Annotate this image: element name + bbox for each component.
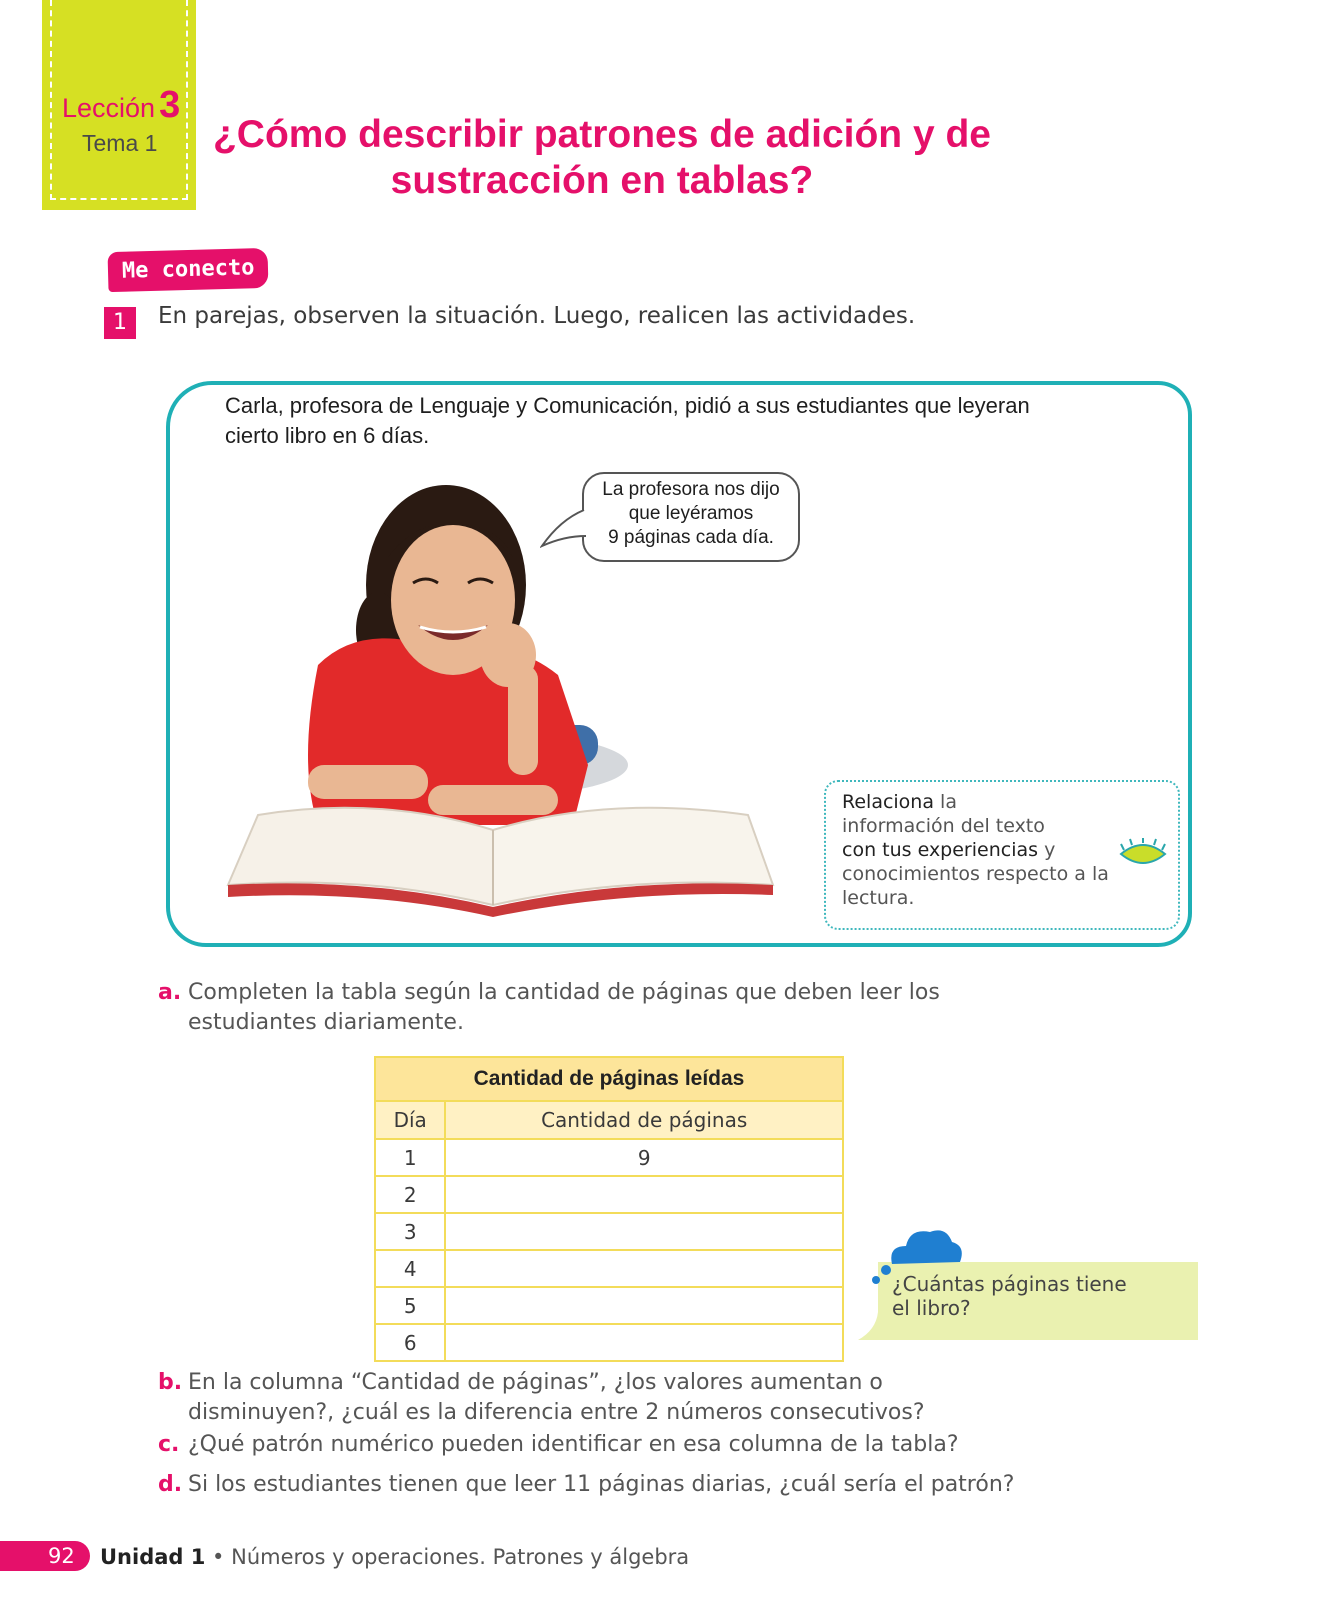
table-row: [375, 1250, 843, 1287]
table-cell-pages[interactable]: [445, 1324, 843, 1361]
tip-line4: conocimientos respecto a la: [842, 863, 1109, 885]
footer-unit: Unidad 1: [100, 1545, 206, 1569]
table-cell-pages[interactable]: [445, 1176, 843, 1213]
table-title: Cantidad de páginas leídas: [375, 1057, 843, 1101]
topic-label: Tema 1: [82, 130, 158, 156]
tip-line3-strong: con tus experiencias: [842, 839, 1039, 861]
table-row: [375, 1287, 843, 1324]
question-a-line2: estudiantes diariamente.: [188, 1010, 464, 1035]
table-cell-day: 4: [375, 1250, 445, 1287]
table-cell-day: 1: [375, 1139, 445, 1176]
table-cell-pages[interactable]: [445, 1250, 843, 1287]
thought-line2: el libro?: [892, 1296, 971, 1320]
thought-note-text: [892, 1272, 1172, 1320]
pages-table: [374, 1056, 844, 1362]
page-title-line2: sustracción en tablas?: [390, 159, 814, 202]
story-line2: cierto libro en 6 días.: [225, 423, 430, 448]
tip-line1-strong: Relaciona: [842, 791, 934, 813]
footer-separator: •: [205, 1545, 232, 1569]
table-cell-pages[interactable]: 9: [445, 1139, 843, 1176]
table-row: [375, 1324, 843, 1361]
question-c: [158, 1430, 1058, 1460]
section-tag: Me conecto: [108, 248, 269, 292]
question-d-letter: d.: [158, 1472, 183, 1497]
table-row: [375, 1213, 843, 1250]
speech-line3: 9 páginas cada día.: [608, 527, 774, 548]
story-text: [225, 391, 1085, 451]
table-row: [375, 1139, 843, 1176]
page-title: [212, 112, 992, 204]
speech-line2: que leyéramos: [628, 503, 754, 524]
question-b-line2: disminuyen?, ¿cuál es la diferencia entre 2 números consecutivos?: [188, 1400, 925, 1425]
lesson-label: [62, 84, 180, 127]
activity-number: 1: [104, 307, 136, 339]
table-col-pages: Cantidad de páginas: [445, 1101, 843, 1139]
question-b-letter: b.: [158, 1370, 183, 1395]
question-c-text: ¿Qué patrón numérico pueden identificar en esa columna de la tabla?: [188, 1432, 959, 1457]
speech-bubble-tail: [540, 506, 588, 550]
footer-subject: Números y operaciones. Patrones y álgebra: [231, 1545, 690, 1569]
table-cell-pages[interactable]: [445, 1213, 843, 1250]
table-row: [375, 1176, 843, 1213]
table-cell-day: 3: [375, 1213, 445, 1250]
speech-line1: La profesora nos dijo: [602, 479, 780, 500]
table-cell-day: 6: [375, 1324, 445, 1361]
tip-line5: lectura.: [842, 887, 915, 909]
question-d: [158, 1470, 1098, 1500]
tip-line2: información del texto: [842, 815, 1045, 837]
question-c-letter: c.: [158, 1432, 180, 1457]
footer-text: [100, 1542, 689, 1572]
speech-bubble-text: [582, 478, 800, 550]
lesson-number: 3: [159, 84, 181, 126]
page-title-line1: ¿Cómo describir patrones de adición y de: [212, 113, 991, 156]
tip-line3-rest: y: [1038, 839, 1056, 861]
story-line1: Carla, profesora de Lenguaje y Comunicación, pidió a sus estudiantes que leyeran: [225, 393, 1030, 418]
activity-instruction: En parejas, observen la situación. Luego, realicen las actividades.: [158, 303, 916, 329]
table-cell-day: 5: [375, 1287, 445, 1324]
thought-line1: ¿Cuántas páginas tiene: [892, 1272, 1127, 1296]
question-b: [158, 1368, 1058, 1428]
question-a-line1: Completen la tabla según la cantidad de páginas que deben leer los: [188, 980, 940, 1005]
tip-text: [842, 790, 1122, 910]
question-a: [158, 978, 988, 1038]
lesson-label-text: Lección: [62, 93, 156, 123]
table-col-day: Día: [375, 1101, 445, 1139]
table-cell-pages[interactable]: [445, 1287, 843, 1324]
question-b-line1: En la columna “Cantidad de páginas”, ¿los valores aumentan o: [188, 1370, 883, 1395]
question-a-letter: a.: [158, 980, 182, 1005]
table-cell-day: 2: [375, 1176, 445, 1213]
tip-line1-rest: la: [934, 791, 957, 813]
page-number: 92: [48, 1544, 75, 1568]
question-d-text: Si los estudiantes tienen que leer 11 páginas diarias, ¿cuál sería el patrón?: [188, 1472, 1015, 1497]
eye-icon: [1118, 838, 1168, 870]
